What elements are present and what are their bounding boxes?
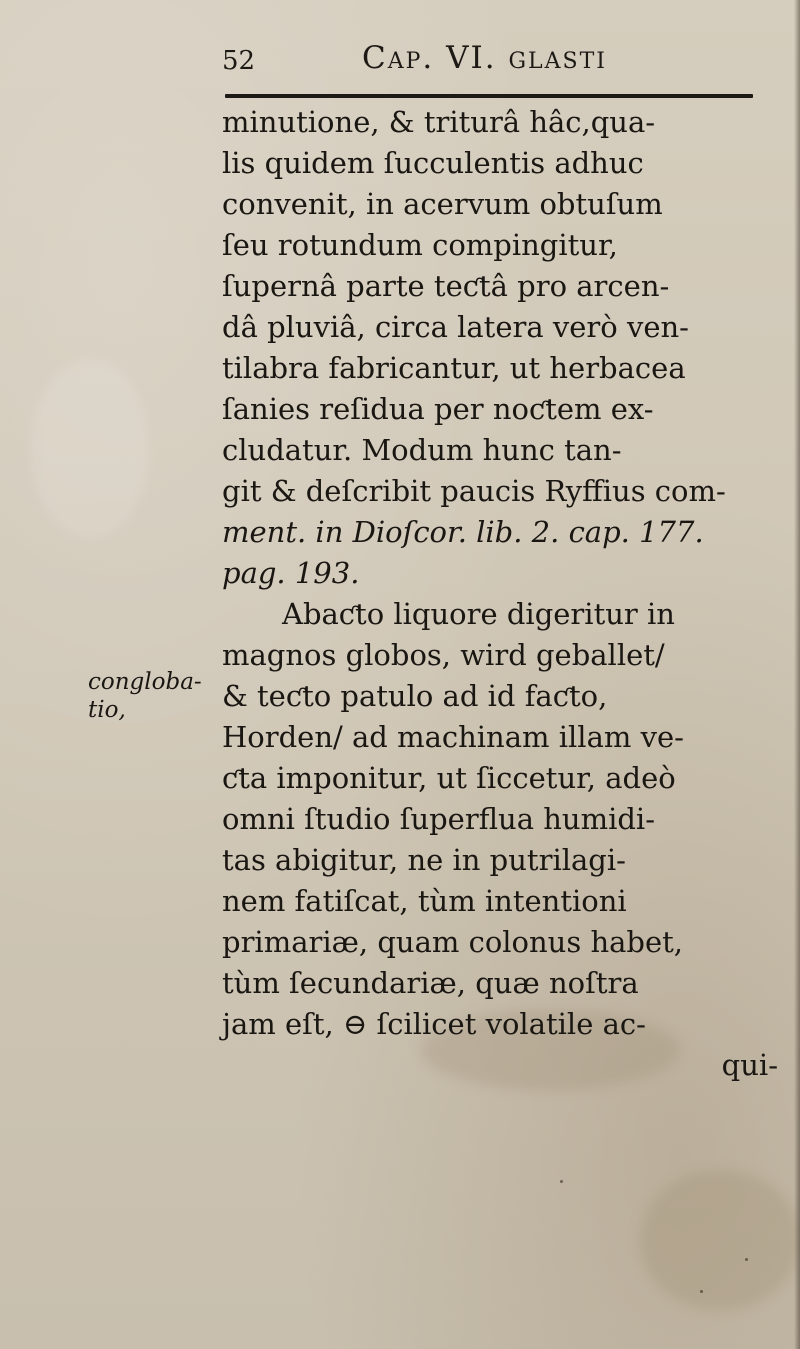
margin-note-line: congloba- [88, 669, 202, 695]
text-line: primariæ, quam colonus habet, [222, 925, 684, 959]
citation-line: ment. in Dioſcor. lib. 2. cap. 177. [222, 515, 704, 549]
text-line: tas abigitur, ne in putrilagi- [222, 843, 626, 877]
text-line: minutione, & triturâ hâc,qua- [222, 105, 656, 139]
catchword: qui- [721, 1048, 778, 1082]
text-line: nem fatiſcat, tùm intentioni [222, 884, 627, 918]
citation-line: pag. 193. [222, 556, 360, 590]
text-line: ſanies reſidua per noƈtem ex- [222, 392, 654, 426]
header-rule [225, 94, 753, 98]
ink-speck [560, 1180, 563, 1183]
text-line: ƈta imponitur, ut ſiccetur, adeò [222, 761, 676, 795]
text-line: omni ſtudio ſuperflua humidi- [222, 802, 656, 836]
text-line: git & deſcribit paucis Ryffius com- [222, 474, 726, 508]
text-line: & teƈto patulo ad id faƈto, [222, 679, 608, 713]
text-line: cludatur. Modum hunc tan- [222, 433, 622, 467]
text-line: magnos globos, wird geballet/ [222, 638, 665, 672]
running-head: Cap. VI. glasti [362, 40, 607, 76]
body-text [222, 102, 782, 1086]
text-line: Horden/ ad machinam illam ve- [222, 720, 684, 754]
text-line: dâ pluviâ, circa latera verò ven- [222, 310, 689, 344]
page-stain [640, 1170, 800, 1310]
text-line: convenit, in acervum obtuſum [222, 187, 663, 221]
margin-note-line: tio, [88, 697, 126, 723]
ink-speck [700, 1290, 703, 1293]
text-line: tùm ſecundariæ, quæ noſtra [222, 966, 639, 1000]
text-line: tilabra fabricantur, ut herbacea [222, 351, 686, 385]
text-line: ſeu rotundum compingitur, [222, 228, 618, 262]
page-edge [794, 0, 800, 1349]
text-line: lis quidem ſucculentis adhuc [222, 146, 644, 180]
text-line: ſupernâ parte teƈtâ pro arcen- [222, 269, 670, 303]
text-line: jam eſt, ⊖ ſcilicet volatile ac- [222, 1007, 646, 1041]
page-number: 52 [222, 46, 256, 76]
page-stain [30, 360, 150, 540]
page-header [222, 40, 778, 80]
margin-note [88, 668, 218, 724]
ink-speck [745, 1258, 748, 1261]
paragraph-start-line: Abaƈto liquore digeritur in [282, 597, 675, 631]
